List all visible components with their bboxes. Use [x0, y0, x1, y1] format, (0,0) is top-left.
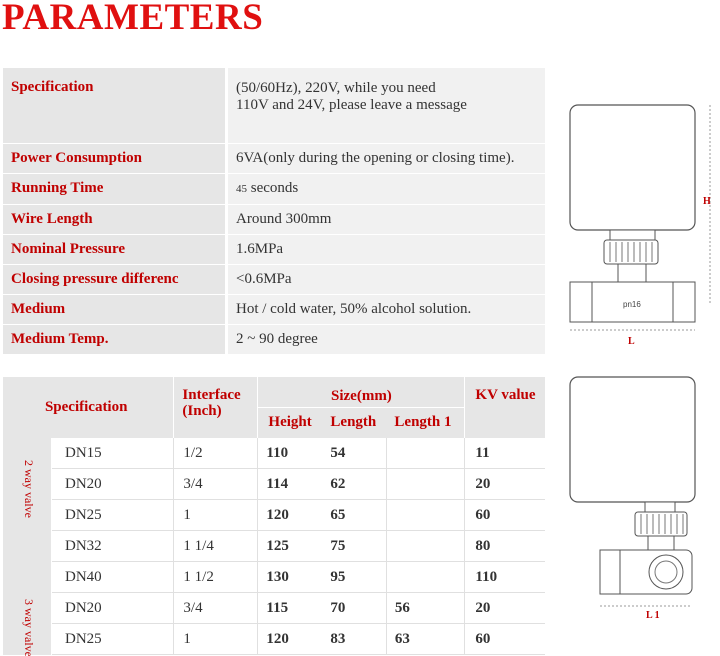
param-row	[3, 144, 545, 174]
cell-length1	[386, 438, 465, 469]
param-row	[3, 295, 545, 325]
cell-interface: 1/2	[174, 438, 258, 469]
group-2way-text: 2 way valve	[21, 460, 36, 518]
param-value-line2: 110V and 24V, please leave a message	[236, 97, 545, 114]
header-kv: KV value	[465, 377, 545, 438]
param-value: Hot / cold water, 50% alcohol solution.	[227, 295, 546, 325]
cell-interface: 1	[174, 624, 258, 655]
param-value: <0.6MPa	[227, 265, 546, 295]
param-label: Medium	[3, 295, 227, 325]
param-value	[227, 68, 546, 144]
cell-height: 115	[258, 593, 327, 624]
param-label: Power Consumption	[3, 144, 227, 174]
header-length: Length	[326, 407, 386, 438]
cell-length1	[386, 469, 465, 500]
cell-kv: 110	[465, 562, 545, 593]
size-table	[3, 377, 545, 655]
table-row	[3, 593, 545, 624]
param-value: 6VA(only during the opening or closing time).	[227, 144, 546, 174]
cell-length1	[386, 562, 465, 593]
param-value	[227, 174, 546, 205]
header-height: Height	[258, 407, 327, 438]
param-value: 1.6MPa	[227, 235, 546, 265]
cell-height: 130	[258, 562, 327, 593]
cell-length: 65	[326, 500, 386, 531]
cell-dn: DN40	[52, 562, 174, 593]
h-label: H	[703, 196, 711, 207]
parameters-table	[3, 68, 545, 355]
param-label: Nominal Pressure	[3, 235, 227, 265]
table-row	[3, 500, 545, 531]
cell-dn: DN15	[52, 438, 174, 469]
header-specification: Specification	[3, 377, 174, 438]
cell-length: 75	[326, 531, 386, 562]
table-row	[3, 531, 545, 562]
param-row	[3, 68, 545, 144]
cell-interface: 1 1/2	[174, 562, 258, 593]
param-label: Specification	[3, 68, 227, 144]
cell-length: 62	[326, 469, 386, 500]
cell-kv: 20	[465, 593, 545, 624]
cell-kv: 20	[465, 469, 545, 500]
param-value-line1: (50/60Hz), 220V, while you need	[236, 80, 545, 97]
cell-height: 120	[258, 500, 327, 531]
table-row	[3, 438, 545, 469]
l1-label: L 1	[646, 610, 660, 621]
param-row	[3, 235, 545, 265]
cell-interface: 1	[174, 500, 258, 531]
param-value-unit: seconds	[247, 180, 298, 196]
param-row	[3, 325, 545, 355]
param-row	[3, 205, 545, 235]
cell-length1	[386, 531, 465, 562]
param-row	[3, 174, 545, 205]
cell-kv: 80	[465, 531, 545, 562]
cell-kv: 60	[465, 624, 545, 655]
cell-length1: 63	[386, 624, 465, 655]
page-title: PARAMETERS	[2, 0, 263, 39]
two-way-valve-diagram	[560, 100, 720, 360]
header-length1: Length 1	[386, 407, 465, 438]
group-3way-text: 3 way valve	[21, 599, 36, 656]
table-row	[3, 469, 545, 500]
header-interface	[174, 377, 258, 438]
cell-height: 114	[258, 469, 327, 500]
cell-dn: DN25	[52, 500, 174, 531]
param-label: Wire Length	[3, 205, 227, 235]
header-interface-line1: Interface	[182, 387, 257, 403]
cell-interface: 3/4	[174, 469, 258, 500]
param-value-number: 45	[236, 183, 247, 195]
cell-height: 125	[258, 531, 327, 562]
cell-dn: DN20	[52, 593, 174, 624]
param-label: Running Time	[3, 174, 227, 205]
cell-interface: 1 1/4	[174, 531, 258, 562]
group-3way-label	[3, 593, 52, 655]
header-size: Size(mm)	[258, 377, 465, 407]
cell-length: 70	[326, 593, 386, 624]
cell-length: 83	[326, 624, 386, 655]
cell-kv: 60	[465, 500, 545, 531]
pn16-text: pn16	[623, 300, 641, 309]
l-label: L	[628, 336, 635, 347]
cell-length1	[386, 500, 465, 531]
param-value: 2 ~ 90 degree	[227, 325, 546, 355]
three-way-valve-diagram	[560, 372, 720, 632]
cell-height: 110	[258, 438, 327, 469]
cell-length1: 56	[386, 593, 465, 624]
param-label: Closing pressure differenc	[3, 265, 227, 295]
param-label: Medium Temp.	[3, 325, 227, 355]
table-row	[3, 562, 545, 593]
header-interface-line2: (Inch)	[182, 403, 257, 419]
param-row	[3, 265, 545, 295]
cell-interface: 3/4	[174, 593, 258, 624]
table-row	[3, 624, 545, 655]
cell-length: 95	[326, 562, 386, 593]
cell-dn: DN20	[52, 469, 174, 500]
cell-height: 120	[258, 624, 327, 655]
group-2way-label	[3, 438, 52, 593]
cell-length: 54	[326, 438, 386, 469]
param-value: Around 300mm	[227, 205, 546, 235]
cell-kv: 11	[465, 438, 545, 469]
cell-dn: DN32	[52, 531, 174, 562]
cell-dn: DN25	[52, 624, 174, 655]
